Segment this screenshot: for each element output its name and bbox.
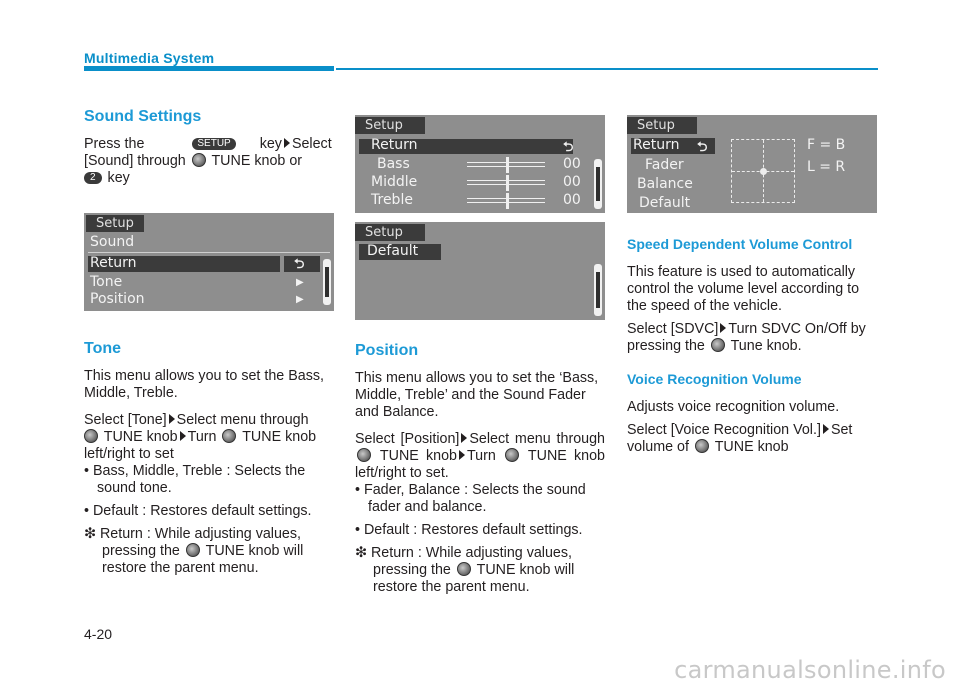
tune-knob-icon bbox=[192, 153, 206, 167]
sdvc-select-text: Select [SDVC] bbox=[627, 321, 719, 337]
tune-knob-icon bbox=[186, 543, 200, 557]
note-text-b: TUNE knob will restore the parent menu. bbox=[373, 562, 575, 595]
scrollbar[interactable] bbox=[323, 259, 331, 305]
key-2-icon: 2 bbox=[84, 172, 102, 184]
intro-sound-text: [Sound] through bbox=[84, 153, 186, 169]
screen-title: Sound bbox=[90, 234, 135, 250]
position-tune-set-text: TUNE knob left/right to set. bbox=[355, 448, 605, 481]
bass-value: 00 bbox=[563, 156, 581, 172]
section-title: Multimedia System bbox=[84, 50, 215, 66]
intro-select-text: Select bbox=[291, 136, 332, 152]
scrollbar[interactable] bbox=[594, 159, 602, 209]
intro-key-end-text: key bbox=[107, 170, 130, 186]
screen-sound-menu bbox=[84, 213, 334, 311]
sdvc-description: This feature is used to automatically control the volume level according to the speed of the vehicle. bbox=[627, 264, 860, 314]
divider bbox=[88, 252, 330, 253]
sdvc-turn-text: Turn SDVC On/Off by pressing the bbox=[627, 321, 866, 354]
return-icon: ⮌ bbox=[563, 140, 574, 155]
position-select-b-text: Select menu through bbox=[469, 431, 606, 447]
bass-slider[interactable] bbox=[467, 160, 545, 170]
screen-default-menu bbox=[355, 222, 605, 320]
vr-tune-text: TUNE knob bbox=[714, 439, 789, 455]
screen-tag: Setup bbox=[355, 224, 425, 241]
position-bullet-1: • Fader, Balance : Selects the sound fader and balance. bbox=[355, 482, 586, 515]
menu-item-balance[interactable]: Balance bbox=[637, 176, 693, 192]
treble-slider[interactable] bbox=[467, 196, 545, 206]
position-marker[interactable] bbox=[760, 168, 767, 175]
vr-instructions bbox=[627, 422, 877, 456]
arrow-right-icon bbox=[823, 424, 829, 434]
menu-item-bass[interactable]: Bass bbox=[377, 156, 410, 172]
tune-knob-icon bbox=[457, 562, 471, 576]
menu-item-return[interactable]: Return bbox=[633, 137, 680, 153]
intro-line-2 bbox=[84, 153, 334, 170]
tone-select-b-text: Select menu through bbox=[176, 412, 309, 428]
tone-turn-text: Turn bbox=[187, 429, 217, 445]
tone-tune-text: TUNE knob bbox=[103, 429, 178, 445]
position-bullet-2: • Default : Restores default settings. bbox=[355, 522, 583, 538]
position-turn-text: Turn bbox=[466, 448, 496, 464]
column-sdvc bbox=[627, 236, 877, 462]
position-note bbox=[355, 545, 605, 596]
arrow-right-icon bbox=[459, 450, 465, 460]
menu-item-default[interactable]: Default bbox=[639, 195, 691, 211]
note-text-a: ❇ Return : While adjusting values, pressing the bbox=[84, 526, 302, 559]
arrow-right-icon bbox=[720, 323, 726, 333]
middle-slider[interactable] bbox=[467, 178, 545, 188]
tone-instructions bbox=[84, 412, 334, 463]
tune-knob-icon bbox=[711, 338, 725, 352]
intro-paragraph bbox=[84, 136, 334, 153]
setup-key-icon: SETUP bbox=[192, 138, 235, 150]
menu-item-position[interactable]: Position bbox=[90, 291, 145, 307]
tune-knob-icon bbox=[357, 448, 371, 462]
position-select-text: Select [Position] bbox=[355, 431, 460, 447]
tune-knob-icon bbox=[505, 448, 519, 462]
menu-item-fader[interactable]: Fader bbox=[645, 157, 684, 173]
position-instructions bbox=[355, 431, 605, 482]
scrollbar[interactable] bbox=[594, 264, 602, 316]
vr-select-text: Select [Voice Recognition Vol.] bbox=[627, 422, 821, 438]
screen-position-menu bbox=[627, 115, 877, 213]
page-number: 4-20 bbox=[84, 626, 113, 642]
tone-bullet-2: • Default : Restores default settings. bbox=[84, 503, 312, 519]
balance-value: L = R bbox=[807, 159, 846, 175]
tone-select-text: Select [Tone] bbox=[84, 412, 167, 428]
menu-item-treble[interactable]: Treble bbox=[371, 192, 413, 208]
return-icon: ⮌ bbox=[697, 140, 708, 155]
tune-knob-icon bbox=[222, 429, 236, 443]
column-tone bbox=[84, 340, 334, 583]
sdvc-instructions bbox=[627, 321, 877, 355]
arrow-right-icon bbox=[180, 431, 186, 441]
tune-knob-icon bbox=[84, 429, 98, 443]
column-sound-settings bbox=[84, 108, 334, 193]
intro-press-text: Press the bbox=[84, 136, 145, 152]
tone-description: This menu allows you to set the Bass, Middle, Treble. bbox=[84, 368, 324, 401]
chevron-right-icon: ▶ bbox=[296, 277, 304, 288]
watermark: carmanualsonline.info bbox=[674, 656, 946, 684]
treble-value: 00 bbox=[563, 192, 581, 208]
screen-tag: Setup bbox=[86, 215, 144, 232]
chevron-right-icon: ▶ bbox=[296, 294, 304, 305]
intro-tune-text: TUNE knob or bbox=[211, 153, 303, 169]
menu-item-default[interactable]: Default bbox=[367, 243, 419, 259]
menu-item-return[interactable]: Return bbox=[90, 255, 137, 271]
fader-value: F = B bbox=[807, 137, 846, 153]
fader-balance-grid[interactable] bbox=[731, 139, 795, 203]
arrow-right-icon bbox=[284, 138, 290, 148]
return-icon: ⮌ bbox=[294, 257, 305, 272]
menu-item-return[interactable]: Return bbox=[371, 137, 418, 153]
intro-line-3 bbox=[84, 170, 334, 187]
menu-item-middle[interactable]: Middle bbox=[371, 174, 418, 190]
arrow-right-icon bbox=[169, 414, 175, 424]
screen-tag: Setup bbox=[627, 117, 697, 134]
position-description: This menu allows you to set the ‘Bass, Middle, Treble’ and the Sound Fader and Balance. bbox=[355, 370, 599, 420]
header-bar-thick bbox=[84, 66, 334, 71]
heading-position: Position bbox=[355, 342, 419, 359]
heading-tone: Tone bbox=[84, 340, 122, 357]
column-position bbox=[355, 342, 605, 602]
tune-knob-icon bbox=[695, 439, 709, 453]
intro-key-text: key bbox=[259, 136, 282, 152]
vr-set-text: Set volume of bbox=[627, 422, 853, 455]
tone-tune-set-text: TUNE knob left/right to set bbox=[84, 429, 317, 462]
heading-voice-recognition: Voice Recognition Volume bbox=[627, 371, 802, 387]
header-bar-thin bbox=[336, 68, 878, 70]
vr-description: Adjusts voice recognition volume. bbox=[627, 399, 840, 415]
middle-value: 00 bbox=[563, 174, 581, 190]
screen-tone-menu bbox=[355, 115, 605, 213]
screen-tag: Setup bbox=[355, 117, 425, 134]
heading-sdvc: Speed Dependent Volume Control bbox=[627, 236, 853, 252]
tone-bullet-1: • Bass, Middle, Treble : Selects the sound tone. bbox=[84, 463, 306, 496]
note-text-b: TUNE knob will restore the parent menu. bbox=[102, 543, 304, 576]
heading-sound-settings: Sound Settings bbox=[84, 108, 202, 125]
tone-note bbox=[84, 526, 334, 577]
position-tune-text: TUNE knob bbox=[379, 448, 457, 464]
note-text-a: ❇ Return : While adjusting values, pressing the bbox=[355, 545, 573, 578]
menu-item-tone[interactable]: Tone bbox=[90, 274, 123, 290]
sdvc-tune-text: Tune knob. bbox=[730, 338, 802, 354]
arrow-right-icon bbox=[461, 433, 467, 443]
